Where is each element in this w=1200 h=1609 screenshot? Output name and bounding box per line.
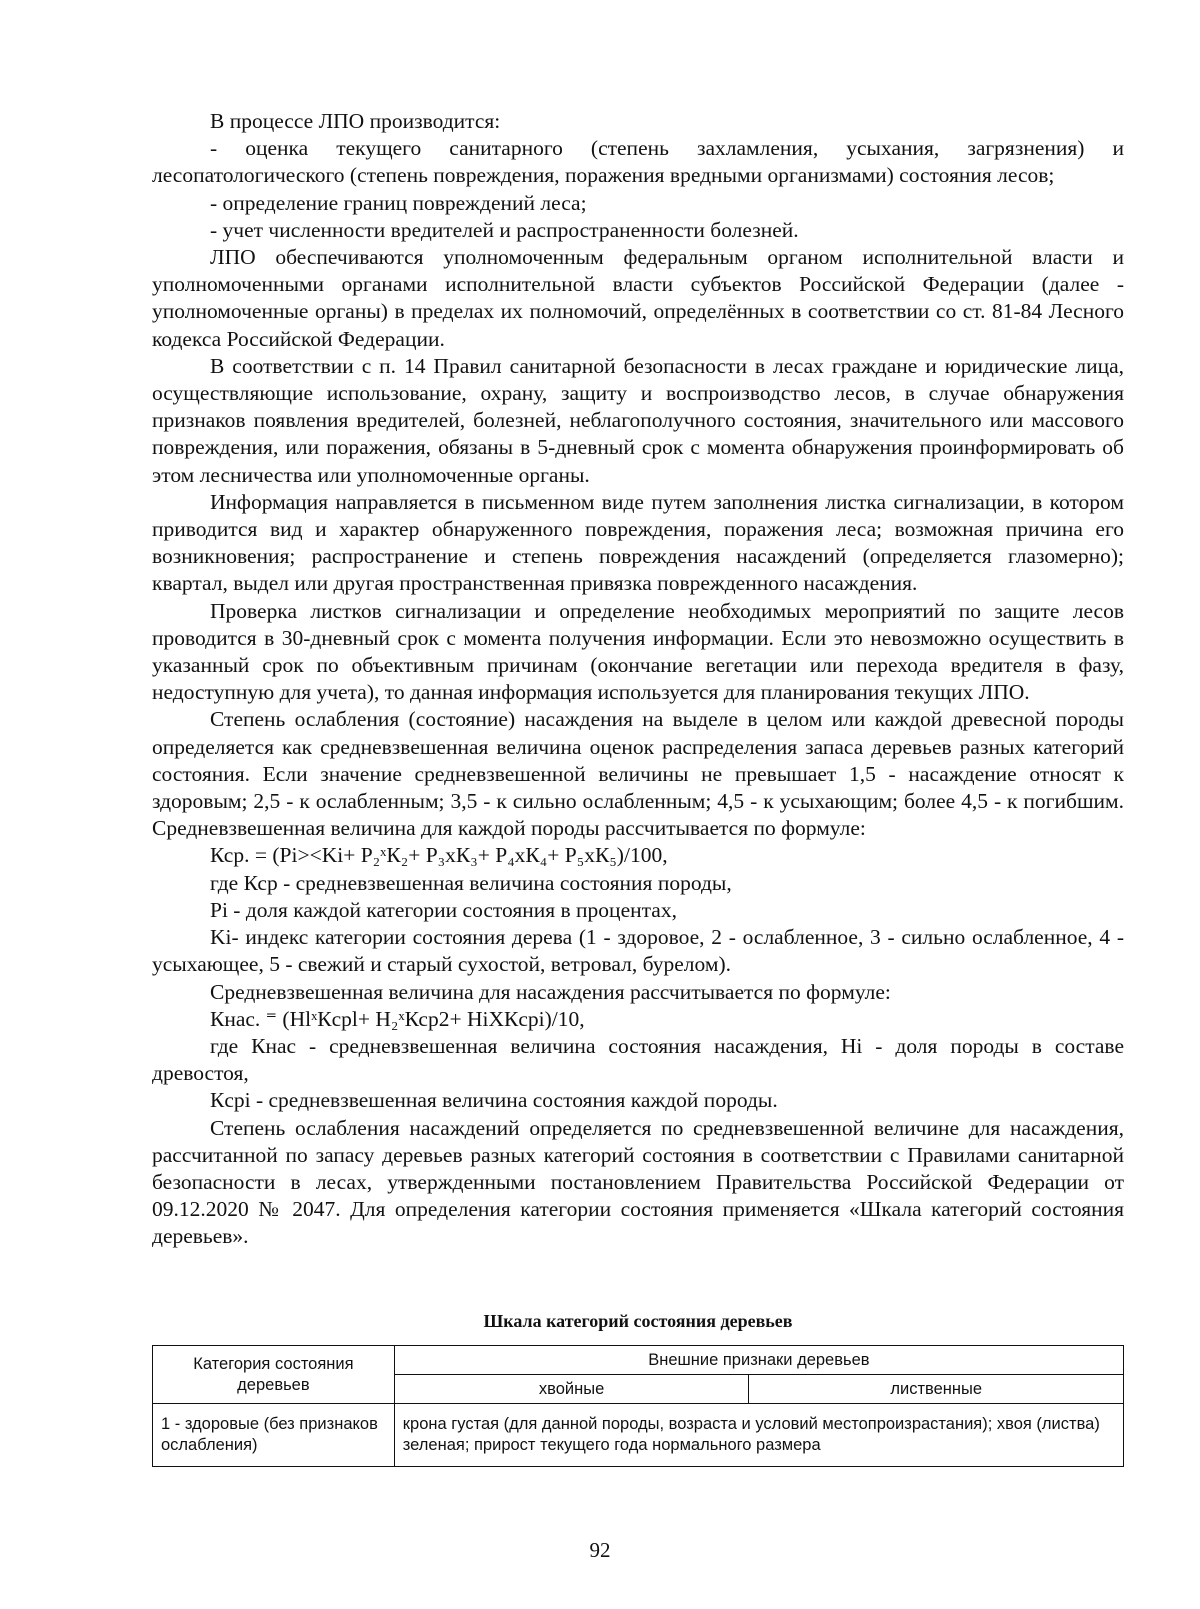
paragraph: Информация направляется в письменном виде путем заполнения листка сигнализации, в котором приводится вид и характер обнаруженного повреждения, поражения леса; возможная причина его возникновения; распространение и степень повреждения насаждений (определяется глазомерно); квартал, выдел или другая пространственная привязка поврежденного насаждения. — [152, 489, 1124, 596]
body-text — [152, 108, 1124, 1251]
formula-legend: где Кнас - средневзвешенная величина состояния насаждения, Hi - доля породы в составе древостоя, — [152, 1033, 1124, 1086]
cell-category: 1 - здоровые (без признаков ослабления) — [153, 1404, 395, 1467]
table-title: Шкала категорий состояния деревьев — [483, 1311, 793, 1331]
paragraph: Степень ослабления насаждений определяется по средневзвешенной величине для насаждения, рассчитанной по запасу деревьев разных категорий состояния в соответствии с Правилами санитарной безопасности в лесах, утвержденными постановлением Правительства Российской Федерации от 09.12.2020 № 2047. Для определения категории состояния применяется «Шкала категорий состояния деревьев». — [152, 1115, 1124, 1249]
paragraph: Средневзвешенная величина для насаждения рассчитывается по формуле: — [210, 979, 891, 1004]
page-number: 92 — [589, 1538, 611, 1562]
header-deciduous: лиственные — [749, 1375, 1124, 1404]
paragraph: - определение границ повреждений леса; — [210, 190, 587, 215]
header-category: Категория состояния деревьев — [153, 1346, 395, 1404]
formula-legend: Ki- индекс категории состояния дерева (1 - здоровое, 2 - ослабленное, 3 - сильно ослабленное, 4 - усыхающее, 5 - свежий и старый сухостой, ветровал, бурелом). — [152, 925, 1124, 977]
formula-legend: где Кср - средневзвешенная величина состояния породы, — [210, 870, 732, 895]
cell-signs: крона густая (для данной породы, возраста и условий местопроизрастания); хвоя (листва) зеленая; прирост текущего года нормального размера — [394, 1404, 1123, 1467]
paragraph: В процессе ЛПО производится: — [210, 109, 501, 133]
paragraph: - оценка текущего санитарного (степень захламления, усыхания, загрязнения) и лесопатологического (степень повреждения, поражения вредными организмами) состояния лесов; — [152, 136, 1124, 188]
formula-species: Кср. = (Pi><Ki+ P₂ˣК₂+ P₃xК₃+ P₄xК₄+ P₅xК₅)/100, — [210, 843, 668, 868]
paragraph: В соответствии с п. 14 Правил санитарной безопасности в лесах граждане и юридические лица, осуществляющие использование, охрану, защиту и воспроизводство лесов, в случае обнаружения признаков появления вредителей, болезней, неблагополучного состояния, значительного или массового повреждения, или поражения, обязаны в 5-дневный срок с момента обнаружения проинформировать об этом лесничества или уполномоченные органы. — [152, 353, 1124, 487]
paragraph: Степень ослабления (состояние) насаждения на выделе в целом или каждой древесной породы определяется как средневзвешенная величина оценок распределения запаса деревьев разных категорий состояния. Если значение средневзвешенной величины не превышает 1,5 - насаждение относят к здоровым; 2,5 - к ослабленным; 3,5 - к сильно ослабленным; 4,5 - к усыхающим; более 4,5 - к погибшим. Средневзвешенная величина для каждой породы рассчитывается по формуле: — [152, 707, 1124, 841]
header-coniferous: хвойные — [394, 1375, 749, 1404]
formula-legend: Pi - доля каждой категории состояния в процентах, — [210, 897, 677, 922]
paragraph: ЛПО обеспечиваются уполномоченным федеральным органом исполнительной власти и уполномоченными органами исполнительной власти субъектов Российской Федерации (далее - уполномоченные органы) в пределах их полномочий, определённых в соответствии со ст. 81-84 Лесного кодекса Российской Федерации. — [152, 245, 1124, 351]
paragraph: Проверка листков сигнализации и определение необходимых мероприятий по защите лесов проводится в 30-дневный срок с момента получения информации. Если это невозможно осуществить в указанный срок по объективным причинам (окончание вегетации или перехода вредителя в фазу, недоступную для учета), то данная информация используется для планирования текущих ЛПО. — [152, 598, 1124, 705]
header-external-signs: Внешние признаки деревьев — [394, 1346, 1123, 1375]
condition-scale-table — [152, 1345, 1124, 1467]
paragraph: - учет численности вредителей и распространенности болезней. — [210, 217, 799, 242]
table-row — [153, 1404, 1124, 1467]
formula-legend: Кcpi - средневзвешенная величина состояния каждой породы. — [210, 1088, 778, 1113]
formula-stand: Кнас. ⁼ (HlˣКcpl+ H₂ˣКср2+ HiXКcpi)/10, — [210, 1006, 585, 1031]
